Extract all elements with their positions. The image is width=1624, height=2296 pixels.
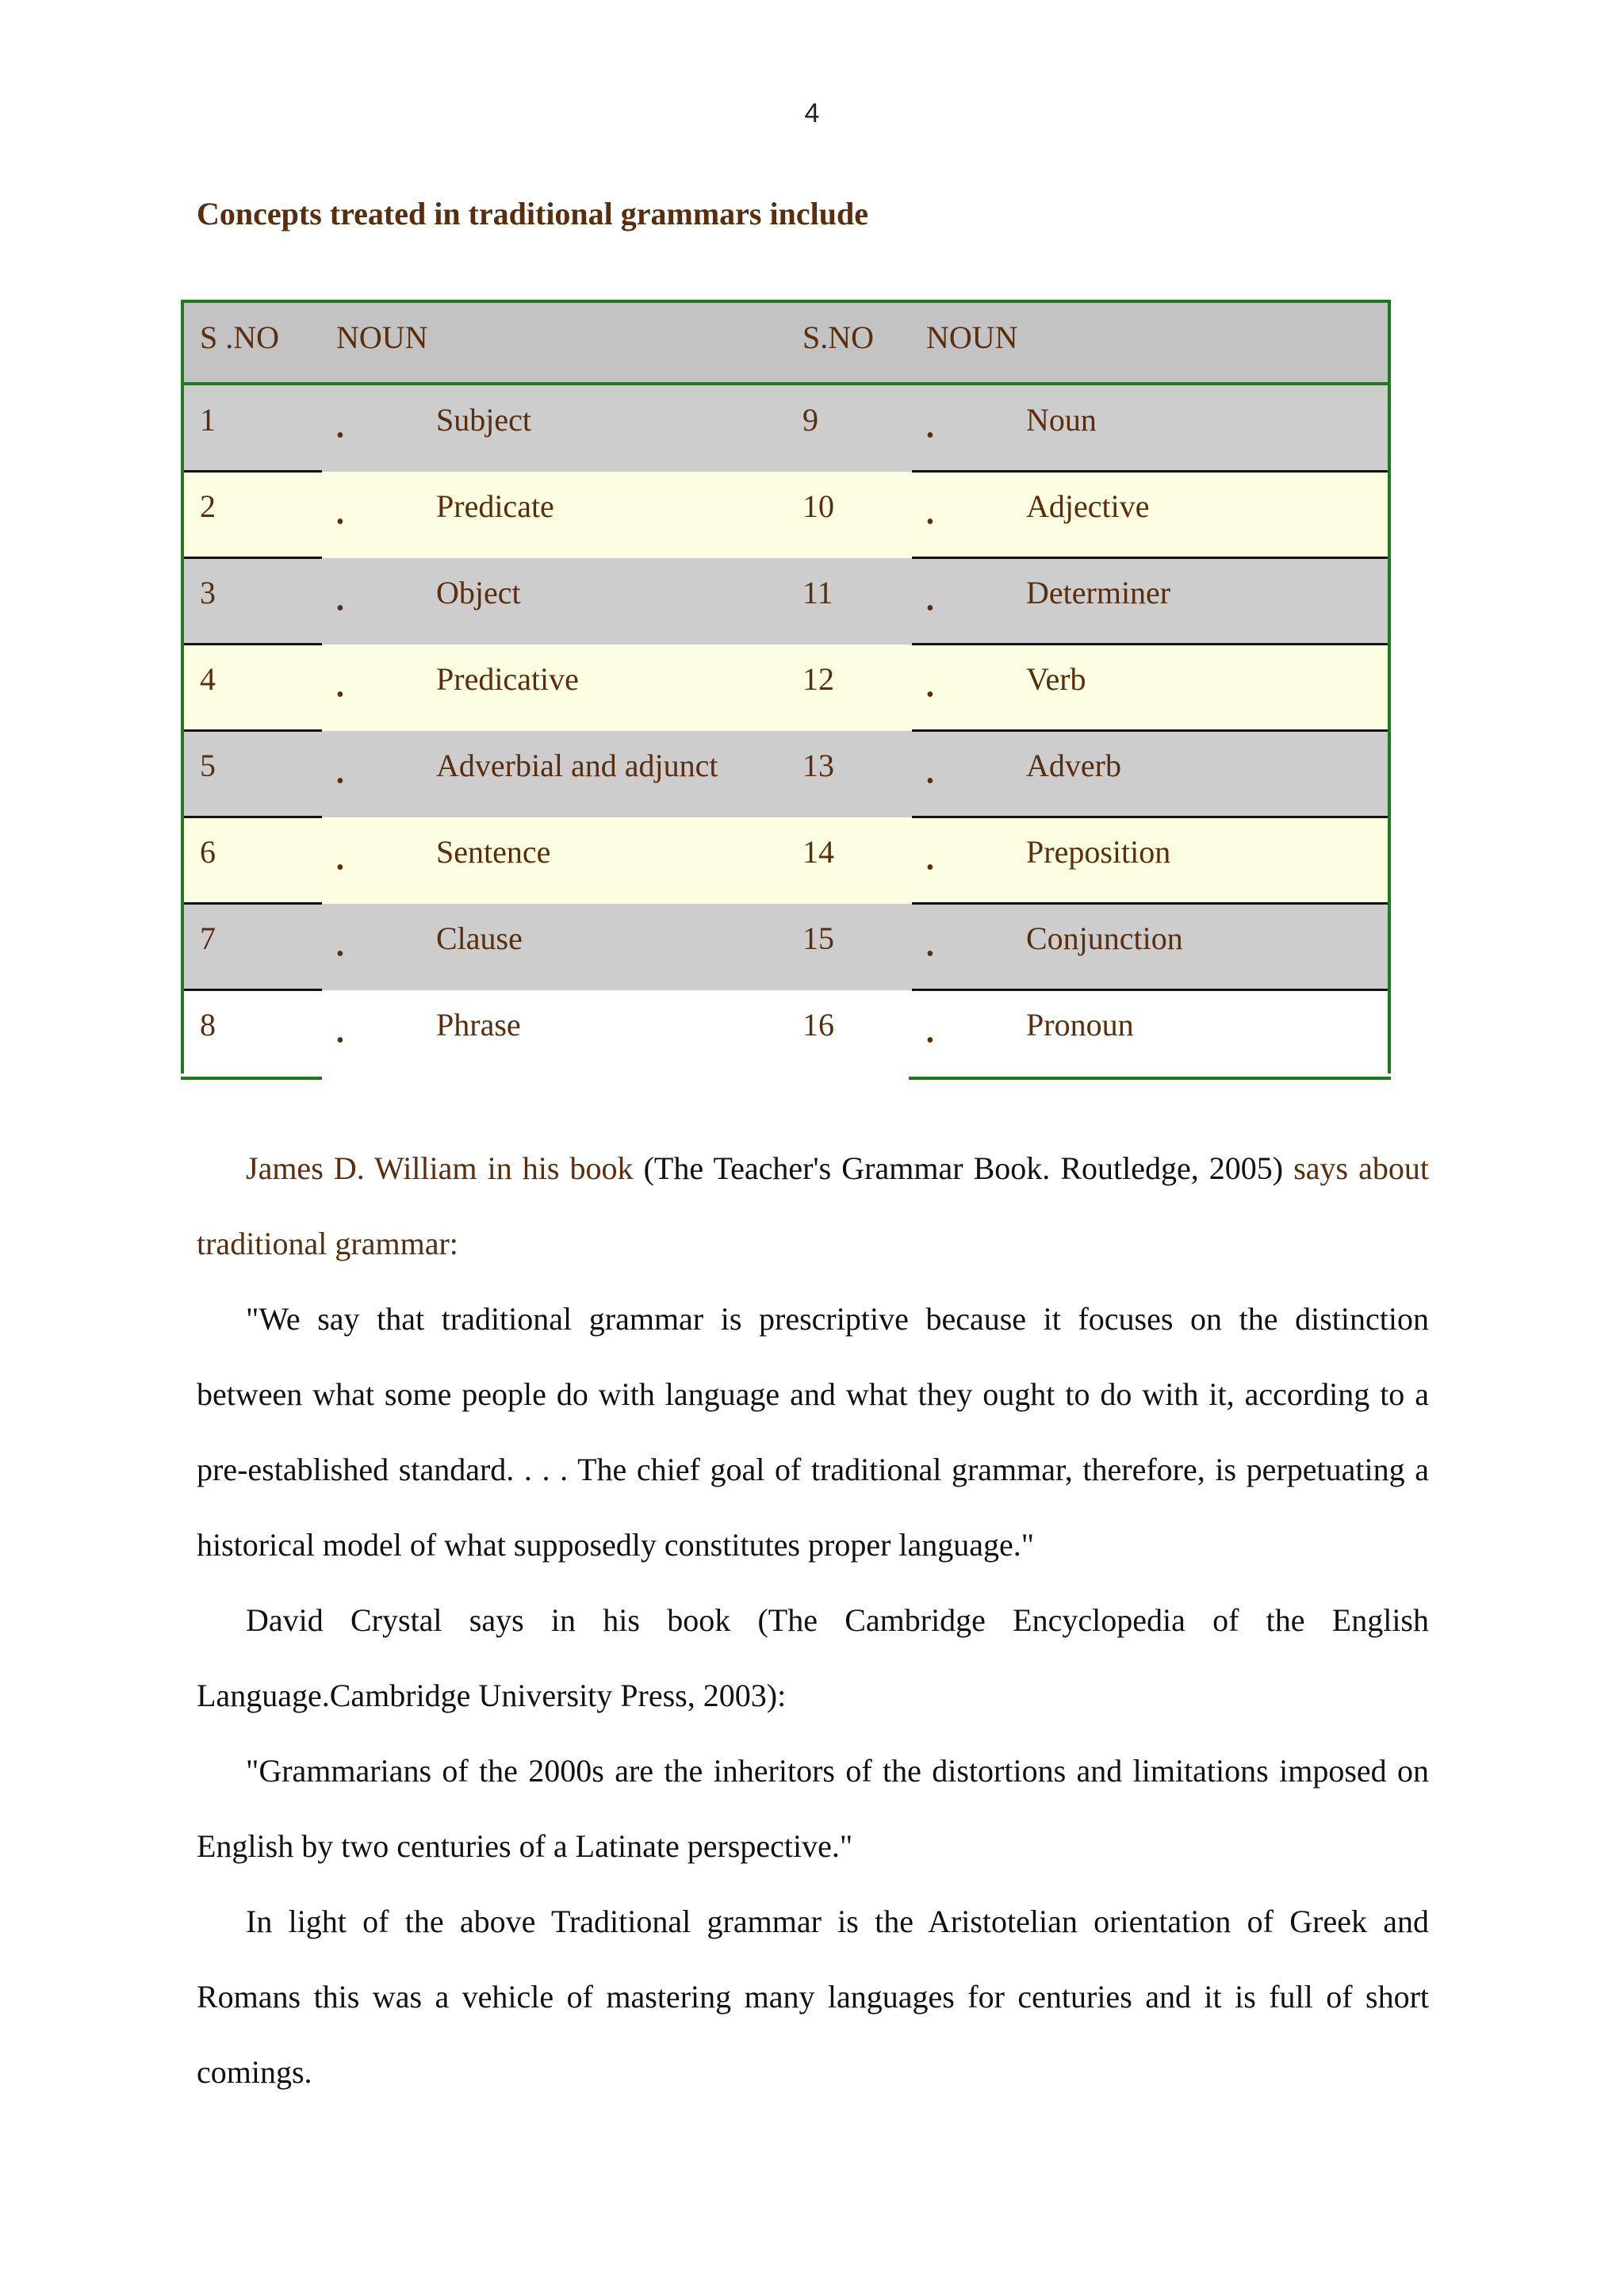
table-row [184,990,1388,1077]
noun-cell: Determiner [1026,575,1171,610]
table-row [184,731,1388,817]
bullet-icon: • [926,769,934,794]
sno-cell: 7 [200,920,216,956]
bullet-icon: • [336,683,344,707]
bullet-icon: • [336,942,344,966]
header-sno-1: S .NO [200,320,280,355]
sno-cell: 11 [802,575,833,610]
bullet-icon: • [926,683,934,707]
william-citation: (The Teacher's Grammar Book. Routledge, 2005) [643,1150,1284,1186]
sno-cell: 9 [802,402,818,438]
page-number: 4 [804,98,820,128]
sno-cell: 1 [200,402,216,438]
noun-cell: Verb [1026,661,1086,697]
bullet-icon: • [336,596,344,621]
row-divider [184,643,322,645]
table-bottom-border [181,1077,322,1080]
noun-cell: Clause [436,920,523,956]
row-divider [184,989,322,991]
header-noun-1: NOUN [336,320,428,355]
bullet-icon: • [336,1028,344,1053]
table-header-row [184,303,1388,385]
noun-cell: Predicate [436,488,554,524]
noun-cell: Pronoun [1026,1007,1134,1043]
table-row [184,385,1388,472]
concepts-table [181,300,1391,1073]
sno-cell: 2 [200,488,216,524]
paragraph-william [197,1131,1429,1281]
paragraph-crystal [197,1582,1429,1733]
sno-cell: 14 [802,834,834,870]
sno-cell: 6 [200,834,216,870]
table-row [184,645,1388,731]
row-divider [912,557,1388,559]
table-row [184,472,1388,558]
noun-cell: Predicative [436,661,579,697]
row-divider [184,902,322,905]
noun-cell: Preposition [1026,834,1171,870]
row-divider [912,643,1388,645]
bullet-icon: • [336,769,344,794]
bullet-icon: • [926,855,934,880]
table-row [184,558,1388,645]
bullet-icon: • [926,596,934,621]
bullet-icon: • [926,942,934,966]
row-divider [912,729,1388,732]
noun-cell: Conjunction [1026,920,1183,956]
sno-cell: 13 [802,748,834,783]
sno-cell: 10 [802,488,834,524]
row-divider [184,557,322,559]
william-intro: James D. William in his book [246,1150,634,1186]
bullet-icon: • [336,855,344,880]
row-divider [912,989,1388,991]
william-says: says about traditional grammar: [197,1150,1430,1261]
paragraph-william-quote [197,1281,1429,1582]
bullet-icon: • [336,423,344,448]
section-heading: Concepts treated in traditional grammars include [197,196,868,232]
row-divider [912,816,1388,818]
sno-cell: 16 [802,1007,834,1043]
noun-cell: Subject [436,402,531,438]
bullet-icon: • [336,510,344,534]
header-sno-2: S.NO [802,320,875,355]
sno-cell: 3 [200,575,216,610]
row-divider [912,902,1388,905]
bullet-icon: • [926,1028,934,1053]
noun-cell: Adjective [1026,488,1150,524]
header-noun-2: NOUN [926,320,1018,355]
table-bottom-border [909,1077,1391,1080]
row-divider [184,729,322,732]
sno-cell: 4 [200,661,216,697]
row-divider [184,816,322,818]
sno-cell: 12 [802,661,834,697]
table-row [184,817,1388,904]
crystal-quote: "Grammarians of the 2000s are the inheritors of the distortions and limitations imposed on English by two centuries of a Latinate perspective." [197,1753,1429,1864]
conclusion-text: In light of the above Traditional grammar is the Aristotelian orientation of Greek and Romans this was a vehicle of mastering many languages for centuries and it is full of short comings. [197,1904,1429,2090]
paragraph-conclusion [197,1884,1429,2110]
noun-cell: Phrase [436,1007,521,1043]
sno-cell: 15 [802,920,834,956]
william-quote: "We say that traditional grammar is prescriptive because it focuses on the distinction between what some people do with language and what they ought to do with it, according to a pre-established standard. . . . The chief goal of traditional grammar, therefore, is perpetuating a historical model of what supposedly constitutes proper language." [197,1301,1429,1563]
sno-cell: 5 [200,748,216,783]
row-divider [184,470,322,473]
table-row [184,904,1388,990]
crystal-intro: David Crystal says in his book (The Cambridge Encyclopedia of the English Language.Cambridge University Press, 2003): [197,1602,1429,1713]
bullet-icon: • [926,423,934,448]
noun-cell: Object [436,575,521,610]
paragraph-crystal-quote [197,1733,1429,1884]
noun-cell: Adverb [1026,748,1121,783]
noun-cell: Noun [1026,402,1097,438]
noun-cell: Sentence [436,834,551,870]
bullet-icon: • [926,510,934,534]
row-divider [912,470,1388,473]
sno-cell: 8 [200,1007,216,1043]
noun-cell: Adverbial and adjunct [436,748,718,783]
